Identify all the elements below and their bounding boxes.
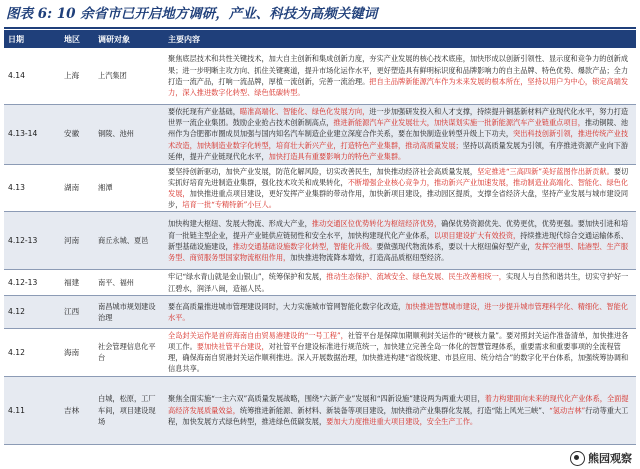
content-text: 加快推进物流降本增效，打造高品质枢纽型经济。 (290, 253, 449, 263)
table-row (4, 328, 636, 376)
highlight-text: 把自主品牌新能源汽车作为未来发展的根本所在，坚持以用户为中心，锁定高端发力，深入推进数字化转型、绿色低碳转型。 (168, 76, 629, 97)
cell-target: 南昌城市规划建设治理 (94, 295, 164, 328)
content-text: 要切实抓好培育先进制造业集群，强化技术攻关和成果转化， (168, 166, 629, 187)
highlight-text: “氢动吉林” (549, 405, 586, 415)
content-text: 坚持以高质量发展为引领，有序推进资源产业向下游延伸，提升产业链现代化水平， (168, 140, 629, 161)
cell-content (164, 48, 636, 104)
cell-region: 上海 (60, 48, 94, 104)
table-row (4, 48, 636, 104)
cell-region: 海南 (60, 328, 94, 376)
content-text: 加快推进重点项目建设，更好发挥产业集群的带动作用，加快新项目建设，推动园区提质，支撑全省经济大盘，坚持产业发展与城市建设同步， (168, 188, 629, 210)
content-text: 要在高质量推进城市管理建设同时，大力实施城市管网智能化数字化改造， (168, 301, 406, 311)
policy-table (4, 30, 636, 445)
header-region: 地区 (60, 30, 94, 48)
content-text: 聚焦全面实施“一主六双”高质量发展战略，围绕“六新产业”发展和“四新设施”建设两为两重大项目， (168, 394, 485, 404)
table-row (4, 212, 636, 270)
table-row (4, 164, 636, 212)
cell-date: 4.13 (4, 164, 60, 212)
content-text: 持续推进现代综合交通运输体系、新型基础设施建设， (168, 230, 629, 251)
highlight-text: 推动生态保护、流域安全、绿色发展、民生改善相统一， (326, 272, 506, 282)
cell-date: 4.13-14 (4, 104, 60, 164)
cell-date: 4.12-13 (4, 212, 60, 270)
cell-content (164, 212, 636, 270)
highlight-text: 加快打造具有重要影响力的特色产业集群。 (268, 151, 406, 161)
cell-target: 上汽集团 (94, 48, 164, 104)
cell-content (164, 328, 636, 376)
wechat-account-icon (570, 451, 585, 466)
table-header-row (4, 30, 636, 48)
cell-target: 白城，松原，工厂车间，项目建设现场 (94, 376, 164, 444)
header-target: 调研对象 (94, 30, 164, 48)
highlight-text: 要加快社管平台建设， (196, 342, 269, 352)
chart-title: 图表 6: 10 余省市已开启地方调研，产业、科技为高频关键词 (6, 6, 378, 22)
table-row (4, 270, 636, 295)
cell-date: 4.11 (4, 376, 60, 444)
highlight-text: 以项目建设扩大有效投资， (433, 230, 521, 240)
content-text: 社管平台是保障加期顺利封关运作的“硬核力量”。要对照封关运作准备清单，加快推进各项工作。 (168, 330, 629, 352)
content-text: 聚焦底层技术和共性关键技术，加大自主创新和集成创新力度，夯实产业发展的核心技术底座，加快形成以创新引领性、显示度和竞争力的创新成果；进一步明晰主攻方向、抓住关键赛道，提升市场化运作水平，更好塑造具有鲜明标识度和品牌影响力的自主品牌、特色优势、爆款产品；全力打造一流产品，打响一流品牌，厚植一流创新，完善一流治理。 (168, 54, 629, 86)
cell-target: 铜陵、池州 (94, 104, 164, 164)
content-text: 行动等重大工程，加快发展方式绿色转型，推进绿色低碳发展， (168, 405, 629, 426)
cell-date: 4.12 (4, 328, 60, 376)
header-content: 主要内容 (164, 30, 636, 48)
highlight-text: 要加大力度推进重大项目建设，安全生产工作。 (326, 416, 478, 426)
cell-region: 福建 (60, 270, 94, 295)
highlight-text: 不断增强企业核心竞争力，推动新兴产业加速发展，推动制造业高端化、智能化、绿色化发展， (168, 177, 629, 198)
watermark (568, 449, 636, 467)
table-row (4, 104, 636, 164)
content-text: 推动铜陵、池州作为合肥都市圈成员加强与国内知名汽车制造企业建立深度合作关系，要在加快制造业转型升级上下功夫， (168, 118, 629, 139)
highlight-text: 推动交通基础设施数字化转型，智能化升级。 (232, 241, 377, 251)
highlight-text: 瞄准高端化、智能化、绿色化发展方向， (239, 106, 370, 116)
cell-content (164, 270, 636, 295)
highlight-text: 坚定推进“三高四新”美好蓝图作出新贡献。 (477, 166, 614, 176)
cell-content (164, 164, 636, 212)
content-text: 要做强现代物流体系，要以十大枢纽偏好型产业， (376, 241, 535, 251)
cell-target: 商丘永城、夏邑 (94, 212, 164, 270)
cell-region: 河南 (60, 212, 94, 270)
watermark-text: 熊园观察 (588, 452, 632, 465)
content-text: 实现人与自然和谐共生，切实守护好一江碧水，润泽八闽，造福人民。 (168, 272, 629, 293)
cell-region: 吉林 (60, 376, 94, 444)
cell-region: 江西 (60, 295, 94, 328)
cell-target: 湘潭 (94, 164, 164, 212)
highlight-text: 全岛封关运作是首府海南自由贸易港建设的“一号工程”， (168, 330, 348, 340)
content-text: 对社管平台建设标准进行规范统一，加快建立完善全岛一体化的智慧管理体系，重要需求和重要事项的全流程管理，确保海南自贸港封关运作顺利推进。深入开展数据治理，加快推进构建“省级统建、市县应用、统分结合”的数字化平台体系，加强统筹协调和信息共享。 (168, 342, 629, 374)
cell-date: 4.14 (4, 48, 60, 104)
table-row (4, 295, 636, 328)
cell-target: 南平、福州 (94, 270, 164, 295)
cell-content (164, 376, 636, 444)
table-row (4, 376, 636, 444)
cell-target: 社会管理信息化平台 (94, 328, 164, 376)
content-text: 加快构建大枢纽、发展大物流、形成大产业， (168, 219, 312, 229)
content-text: 确保优势资源优先、优势更优，优势更强。要加快引进和培育一批链主型企业，提升产业链供应链韧性和安全水平，加快构建现代化产业体系， (168, 219, 629, 240)
highlight-text: 培育一批“专精特新”小巨人。 (182, 200, 276, 210)
highlight-text: 推进新能源汽车产业发展壮大，加快谋划实施一批新能源汽车产业链重点项目， (333, 118, 585, 128)
highlight-text: 着力构建面向未来的现代化产业体系，全面提高经济发展质量效益， (168, 394, 629, 415)
content-text: 进一步加强研发投入和人才支撑，持续提升铜基新材料产业现代化水平，努力打造世界一流企业集团。鼓励企业抢占技术创新制高点， (168, 106, 629, 128)
content-text: 要坚持创新驱动，加快产业发展，防范化解风险，切实改善民生，加快推动经济社会高质量发展， (168, 166, 478, 176)
cell-date: 4.12-13 (4, 270, 60, 295)
highlight-text: 突出科技创新引领，推进传统产业技术改造，加快制造业数字化转型，培育壮大新兴产业，打造特色产业集群，推动高质量发展； (168, 129, 629, 150)
cell-region: 安徽 (60, 104, 94, 164)
highlight-text: 推动交通区位优势转化为枢纽经济优势， (311, 219, 442, 229)
content-text: 牢记“绿水青山就是金山银山”，统筹保护和发展， (168, 272, 327, 282)
cell-content (164, 104, 636, 164)
highlight-text: 发挥空港型、陆港型、生产服务型、商贸服务型国家物流枢纽作用， (168, 241, 629, 263)
header-date: 日期 (4, 30, 60, 48)
content-text: 要依托现有产业基础， (168, 106, 240, 116)
content-text: 统筹推进新能源、新材料、新装备等项目建设，加快推动产业集群化发展，打造“陆上风光三峡”、 (239, 405, 550, 415)
highlight-text: 加快推进智慧城市建设，进一步提升城市管理科学化、精细化、智能化水平。 (168, 301, 629, 322)
cell-date: 4.12 (4, 295, 60, 328)
cell-content (164, 295, 636, 328)
cell-region: 湖南 (60, 164, 94, 212)
title-rule (4, 27, 636, 29)
